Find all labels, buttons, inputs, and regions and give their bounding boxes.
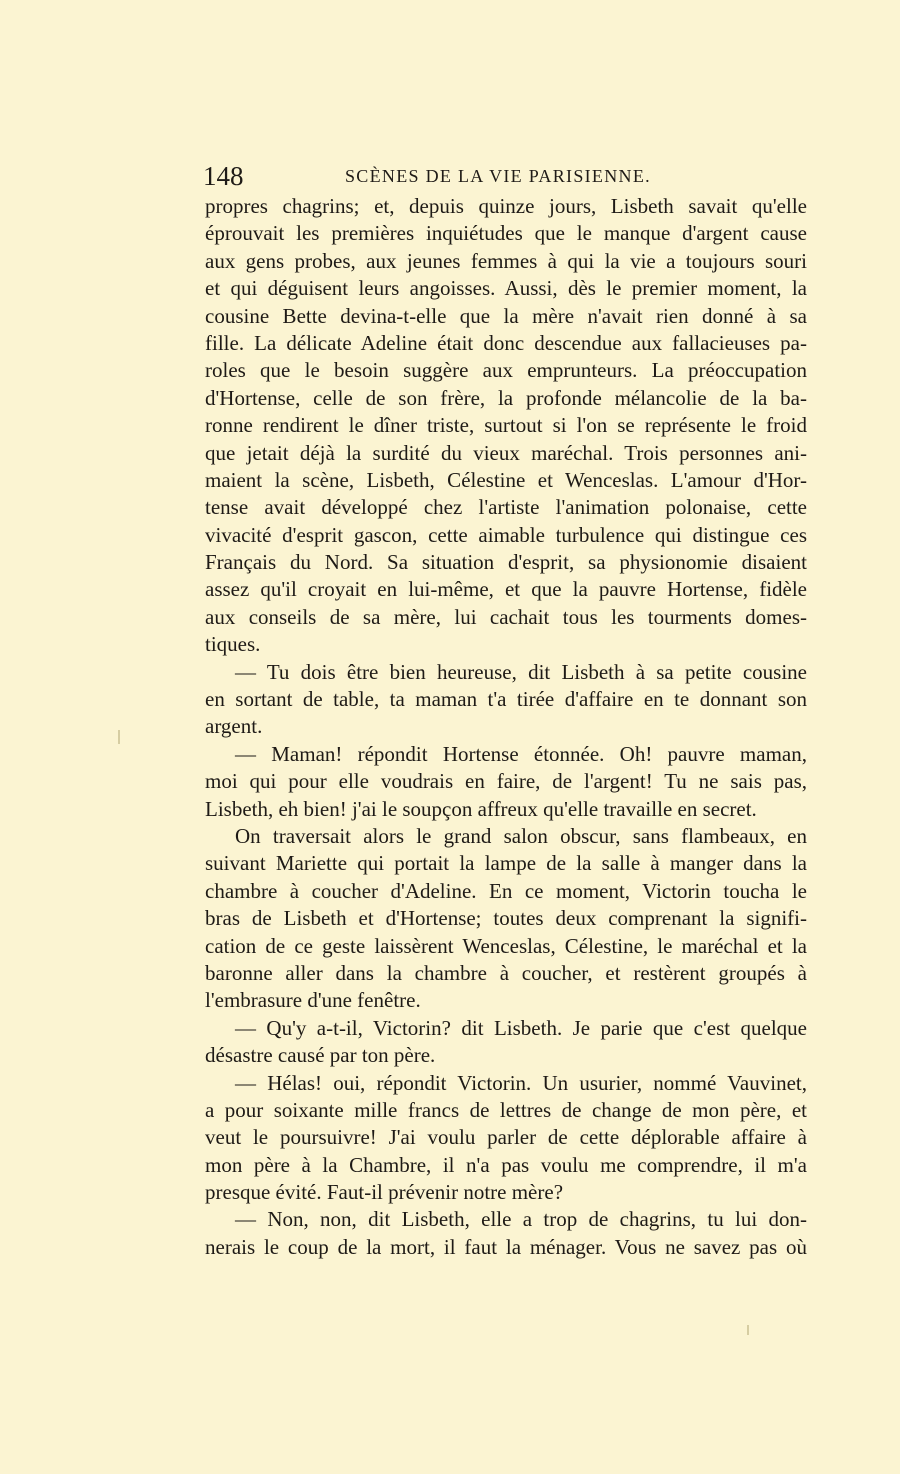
text-line: propres chagrins; et, depuis quinze jours, Lisbeth savait qu'elle: [205, 194, 807, 218]
text-line: tense avait développé chez l'artiste l'animation polonaise, cette: [205, 495, 807, 520]
margin-mark: [118, 730, 120, 744]
text-line: en sortant de table, ta maman t'a tirée d'affaire en te donnant son: [205, 687, 807, 712]
text-line: roles que le besoin suggère aux emprunteurs. La préoccupation: [205, 358, 807, 383]
text-line: argent.: [205, 714, 263, 739]
text-line: aux gens probes, aux jeunes femmes à qui la vie a toujours souri: [205, 248, 807, 273]
text-line: — Non, non, dit Lisbeth, elle a trop de chagrins, tu lui don-: [235, 1207, 807, 1232]
text-line: vivacité d'esprit gascon, cette aimable turbulence qui distingue ces: [205, 522, 807, 547]
text-line: ronne rendirent le dîner triste, surtout si l'on se représente le froid: [205, 413, 807, 438]
text-line: veut le poursuivre! J'ai voulu parler de cette déplorable affaire à: [205, 1125, 807, 1150]
text-line: désastre causé par ton père.: [205, 1043, 436, 1068]
text-line: moi qui pour elle voudrais en faire, de l'argent! Tu ne sais pas,: [205, 769, 807, 794]
text-line: On traversait alors le grand salon obscur, sans flambeaux, en: [235, 823, 807, 848]
text-line: que jetait déjà la surdité du vieux maréchal. Trois personnes ani-: [205, 440, 807, 465]
page-number: 148: [203, 161, 244, 191]
text-line: — Qu'y a-t-il, Victorin? dit Lisbeth. Je parie que c'est quelque: [235, 1015, 807, 1040]
text-line: cation de ce geste laissèrent Wenceslas, Célestine, le maréchal et la: [205, 933, 807, 958]
body-text: [205, 193, 807, 1261]
text-line: et qui déguisent leurs angoisses. Aussi, dès le premier moment, la: [205, 276, 807, 301]
text-line: d'Hortense, celle de son frère, la profonde mélancolie de la ba-: [205, 385, 807, 410]
page-header: [203, 158, 811, 194]
text-line: nerais le coup de la mort, il faut la ménager. Vous ne savez pas où: [205, 1234, 807, 1259]
text-line: Français du Nord. Sa situation d'esprit, sa physionomie disaient: [205, 550, 807, 575]
text-line: suivant Mariette qui portait la lampe de la salle à manger dans la: [205, 851, 807, 876]
text-line: — Hélas! oui, répondit Victorin. Un usurier, nommé Vauvinet,: [235, 1070, 807, 1095]
text-line: l'embrasure d'une fenêtre.: [205, 988, 421, 1013]
text-line: a pour soixante mille francs de lettres de change de mon père, et: [205, 1097, 807, 1122]
text-line: — Maman! répondit Hortense étonnée. Oh! pauvre maman,: [235, 741, 807, 766]
text-line: cousine Bette devina-t-elle que la mère n'avait rien donné à sa: [205, 303, 807, 328]
text-line: tiques.: [205, 632, 261, 657]
text-line: chambre à coucher d'Adeline. En ce moment, Victorin toucha le: [205, 878, 807, 903]
text-line: mon père à la Chambre, il n'a pas voulu me comprendre, il m'a: [205, 1152, 807, 1177]
text-line: baronne aller dans la chambre à coucher, et restèrent groupés à: [205, 960, 807, 985]
text-line: assez qu'il croyait en lui-même, et que la pauvre Hortense, fidèle: [205, 577, 807, 602]
text-line: maient la scène, Lisbeth, Célestine et Wenceslas. L'amour d'Hor-: [205, 467, 807, 492]
text-line: bras de Lisbeth et d'Hortense; toutes deux comprenant la signifi-: [205, 906, 807, 931]
text-line: Lisbeth, eh bien! j'ai le soupçon affreux qu'elle travaille en secret.: [205, 796, 757, 821]
text-line: éprouvait les premières inquiétudes que le manque d'argent cause: [205, 221, 807, 246]
text-line: fille. La délicate Adeline était donc descendue aux fallacieuses pa-: [205, 330, 807, 355]
text-line: — Tu dois être bien heureuse, dit Lisbeth à sa petite cousine: [235, 659, 807, 684]
text-line: presque évité. Faut-il prévenir notre mère?: [205, 1180, 564, 1205]
running-head: SCÈNES DE LA VIE PARISIENNE.: [345, 166, 651, 186]
text-line: aux conseils de sa mère, lui cachait tous les tourments domes-: [205, 604, 807, 629]
margin-mark: [747, 1325, 749, 1335]
